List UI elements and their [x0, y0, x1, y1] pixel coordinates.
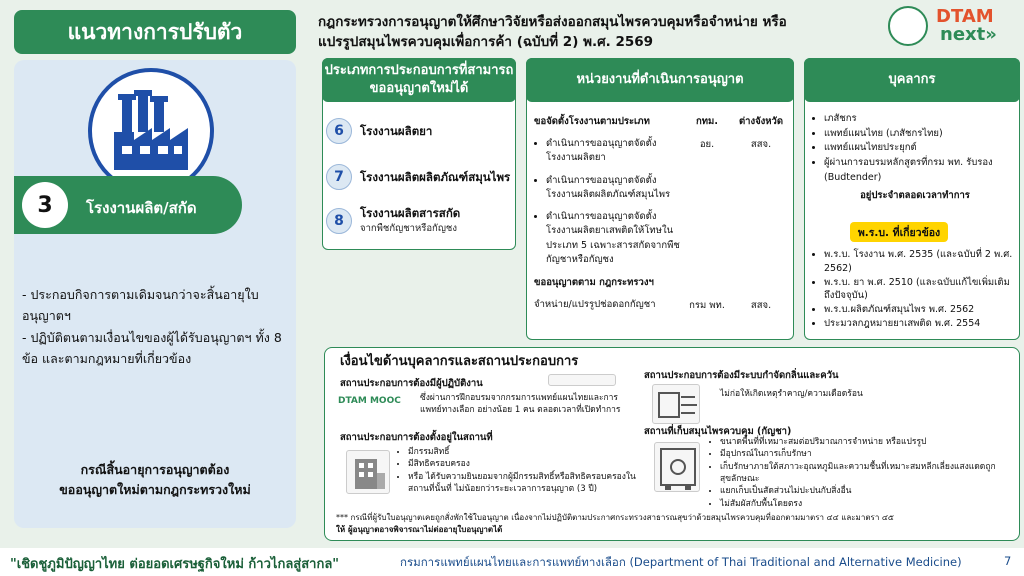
ventilation-icon: [652, 384, 700, 424]
page-title: [318, 12, 878, 53]
agency-row-bkk: กรม พท.: [689, 300, 725, 311]
law-item: • พ.ร.บ. โรงงาน พ.ศ. 2535 (และฉบับที่ 2 พ.ศ. 2562): [824, 248, 1020, 276]
building-icon: [346, 450, 390, 494]
type-number: 6: [326, 118, 352, 144]
agency-row-bkk: อย.: [699, 139, 715, 150]
closing-note: [22, 460, 288, 500]
next-logo: next»: [940, 24, 997, 45]
footnote-line-2: ให้ ผู้อนุญาตอาจพิจารณาไม่ต่ออายุใบอนุญาตได้: [336, 524, 503, 534]
law-list: [810, 248, 1020, 331]
footer-slogan: "เชิดชูภูมิปัญญาไทย ต่อยอดเศรษฐกิจใหม่ ก้าวไกลสู่สากล": [10, 557, 340, 572]
type-sublabel: จากพืชกัญชาหรือกัญชง: [360, 222, 457, 234]
conditions-title: เงื่อนไขด้านบุคลากรและสถานประกอบการ: [340, 354, 579, 369]
title-line-1: กฎกระทรวงการอนุญาตให้ศึกษาวิจัยหรือส่งออกสมุนไพรควบคุมหรือจำหน่าย หรือ: [318, 14, 787, 30]
storage-item: • แยกเก็บเป็นสัดส่วนไม่ปะปนกับสิ่งอื่น: [720, 485, 1016, 497]
agency-row-text: • ดำเนินการขออนุญาตจัดตั้งโรงงานผลิตผลิตภัณฑ์สมุนไพร: [546, 174, 682, 203]
page-section-title: แนวทางการปรับตัว: [14, 10, 296, 54]
type-row-7: [326, 164, 516, 190]
always-present-note: อยู่ประจำตลอดเวลาทำการ: [860, 189, 970, 201]
certificate-icon: [548, 374, 616, 386]
col-head-bkk: กทม.: [696, 116, 718, 127]
agency-header: หน่วยงานที่ดำเนินการอนุญาต: [526, 58, 794, 102]
closing-line-1: กรณีสิ้นอายุการอนุญาตต้อง: [80, 462, 230, 477]
agency-row-text: จำหน่าย/แปรรูปช่อดอกกัญชา: [534, 299, 656, 310]
storage-list: [708, 436, 1016, 510]
odor-text: ไม่ก่อให้เกิดเหตุรำคาญ/ความเดือดร้อน: [720, 389, 863, 399]
location-list: [396, 446, 636, 495]
bullet-1: - ประกอบกิจการตามเดิมจนกว่าจะสิ้นอายุใบอนุญาตฯ: [22, 287, 259, 324]
adaptation-bullets: [22, 284, 288, 369]
type-label: โรงงานผลิตยา: [360, 123, 433, 138]
type-row-6: [326, 118, 516, 144]
dtam-mooc-logo: DTAM MOOC: [338, 396, 401, 406]
personnel-item: • แพทย์แผนไทยประยุกต์: [824, 141, 1020, 156]
footer-department: กรมการแพทย์แผนไทยและการแพทย์ทางเลือก (Department of Thai Traditional and Alternative Medicine): [400, 555, 962, 569]
col-head-province: ต่างจังหวัด: [738, 116, 784, 127]
storage-item: • เก็บรักษาภายใต้สภาวะอุณหภูมิและความชื้นที่เหมาะสมหลีกเลี่ยงแสงแดดถูกสุขลักษณะ: [720, 461, 1016, 486]
badge-label: โรงงานผลิต/สกัด: [86, 199, 197, 217]
personnel-list: [810, 112, 1020, 203]
col-head-type: ขอจัดตั้งโรงงานตามประเภท: [534, 116, 650, 127]
storage-item: • ขนาดพื้นที่ที่เหมาะสมต่อปริมาณการจำหน่าย หรือแปรรูป: [720, 436, 1016, 448]
footnote-line-1: *** กรณีที่ผู้รับใบอนุญาตเคยถูกสั่งพักใช้ใบอนุญาต เนื่องจากไม่ปฏิบัติตามประกาศกระทรวงสาธารณสุขว่าด้วยสมุนไพรควบคุมที่ออกตามมาตรา ๔๔ และมาตรา ๔๕: [336, 513, 894, 522]
agency-table: [534, 114, 790, 313]
agency-row-3: [534, 210, 790, 267]
agency-section-2-head: ขออนุญาตตาม กฎกระทรวงฯ: [534, 277, 654, 288]
practitioner-head: สถานประกอบการต้องมีผู้ปฏิบัติงาน: [340, 378, 483, 389]
type-number: 8: [326, 208, 352, 234]
personnel-item: • แพทย์แผนไทย (เภสัชกรไทย): [824, 127, 1020, 142]
title-line-2: แปรรูปสมุนไพรควบคุมเพื่อการค้า (ฉบับที่ 2) พ.ศ. 2569: [318, 34, 654, 51]
law-item: • พ.ร.บ. ยา พ.ศ. 2510 (และฉบับแก้ไขเพิ่มเติมถึงปัจจุบัน): [824, 276, 1020, 304]
location-head: สถานประกอบการต้องตั้งอยู่ในสถานที่: [340, 432, 493, 443]
agency-row-4: [534, 298, 790, 313]
type-number: 7: [326, 164, 352, 190]
ministry-seal-icon: [888, 6, 928, 46]
storage-item: • มีอุปกรณ์ในการเก็บรักษา: [720, 448, 1016, 460]
agency-row-2: [534, 174, 790, 203]
dtam-logo: DTAM: [936, 6, 994, 27]
agency-row-province: สสจ.: [750, 300, 772, 311]
type-label: โรงงานผลิตสารสกัด: [360, 206, 461, 220]
agency-row-province: สสจ.: [750, 139, 772, 150]
bullet-2: - ปฏิบัติตนตามเงื่อนไขของผู้ได้รับอนุญาตฯ ทั้ง 8 ข้อ และตามกฎหมายที่เกี่ยวข้อง: [22, 329, 282, 366]
type-row-8: [326, 206, 516, 236]
law-item: • ประมวลกฎหมายยาเสพติด พ.ศ. 2554: [824, 317, 1020, 331]
practitioner-text: ซึ่งผ่านการฝึกอบรมจากกรมการแพทย์แผนไทยและการแพทย์ทางเลือก อย่างน้อย 1 คน ตลอดเวลาที่เปิดทำการ: [420, 393, 621, 416]
location-item: • หรือ ได้รับความยินยอมจากผู้มีกรรมสิทธิ์หรือสิทธิครอบครองในสถานที่นั้นที่ ไม่น้อยกว่าระยะเวลาการอนุญาต (3 ปี): [408, 471, 636, 496]
location-item: • มีกรรมสิทธิ์: [408, 446, 636, 458]
law-tag: พ.ร.บ. ที่เกี่ยวข้อง: [850, 222, 948, 242]
page-number: 7: [1004, 554, 1012, 568]
safe-icon: [654, 442, 700, 492]
law-item: • พ.ร.บ.ผลิตภัณฑ์สมุนไพร พ.ศ. 2562: [824, 303, 1020, 317]
storage-head: สถานที่เก็บสมุนไพรควบคุม (กัญชา): [644, 426, 792, 437]
agency-row-text: • ดำเนินการขออนุญาตจัดตั้งโรงงานผลิตยาเสพติดให้โทษในประเภท 5 เฉพาะสารสกัดจากพืชกัญชาหรือกัญชง: [546, 210, 682, 267]
badge-number: 3: [22, 182, 68, 228]
personnel-header: บุคลากร: [804, 58, 1020, 102]
agency-row-1: [534, 137, 790, 166]
personnel-item: • ผู้ผ่านการอบรมหลักสูตรที่กรม พท. รับรอง (Budtender): [824, 156, 1020, 185]
personnel-item: • เภสัชกร: [824, 112, 1020, 127]
agency-table-head: [534, 114, 790, 129]
odor-head: สถานประกอบการต้องมีระบบกำจัดกลิ่นและควัน: [644, 370, 839, 381]
type-label: โรงงานผลิตผลิตภัณฑ์สมุนไพร: [360, 169, 511, 184]
footnote: [336, 512, 1016, 535]
agency-row-text: • ดำเนินการขออนุญาตจัดตั้งโรงงานผลิตยา: [546, 137, 682, 166]
location-item: • มีสิทธิครอบครอง: [408, 458, 636, 470]
closing-line-2: ขออนุญาตใหม่ตามกฎกระทรวงใหม่: [59, 482, 251, 497]
types-header: ประเภทการประกอบการที่สามารถขออนุญาตใหม่ได้: [322, 58, 516, 102]
storage-item: • ไม่สัมผัสกับพื้นโดยตรง: [720, 498, 1016, 510]
